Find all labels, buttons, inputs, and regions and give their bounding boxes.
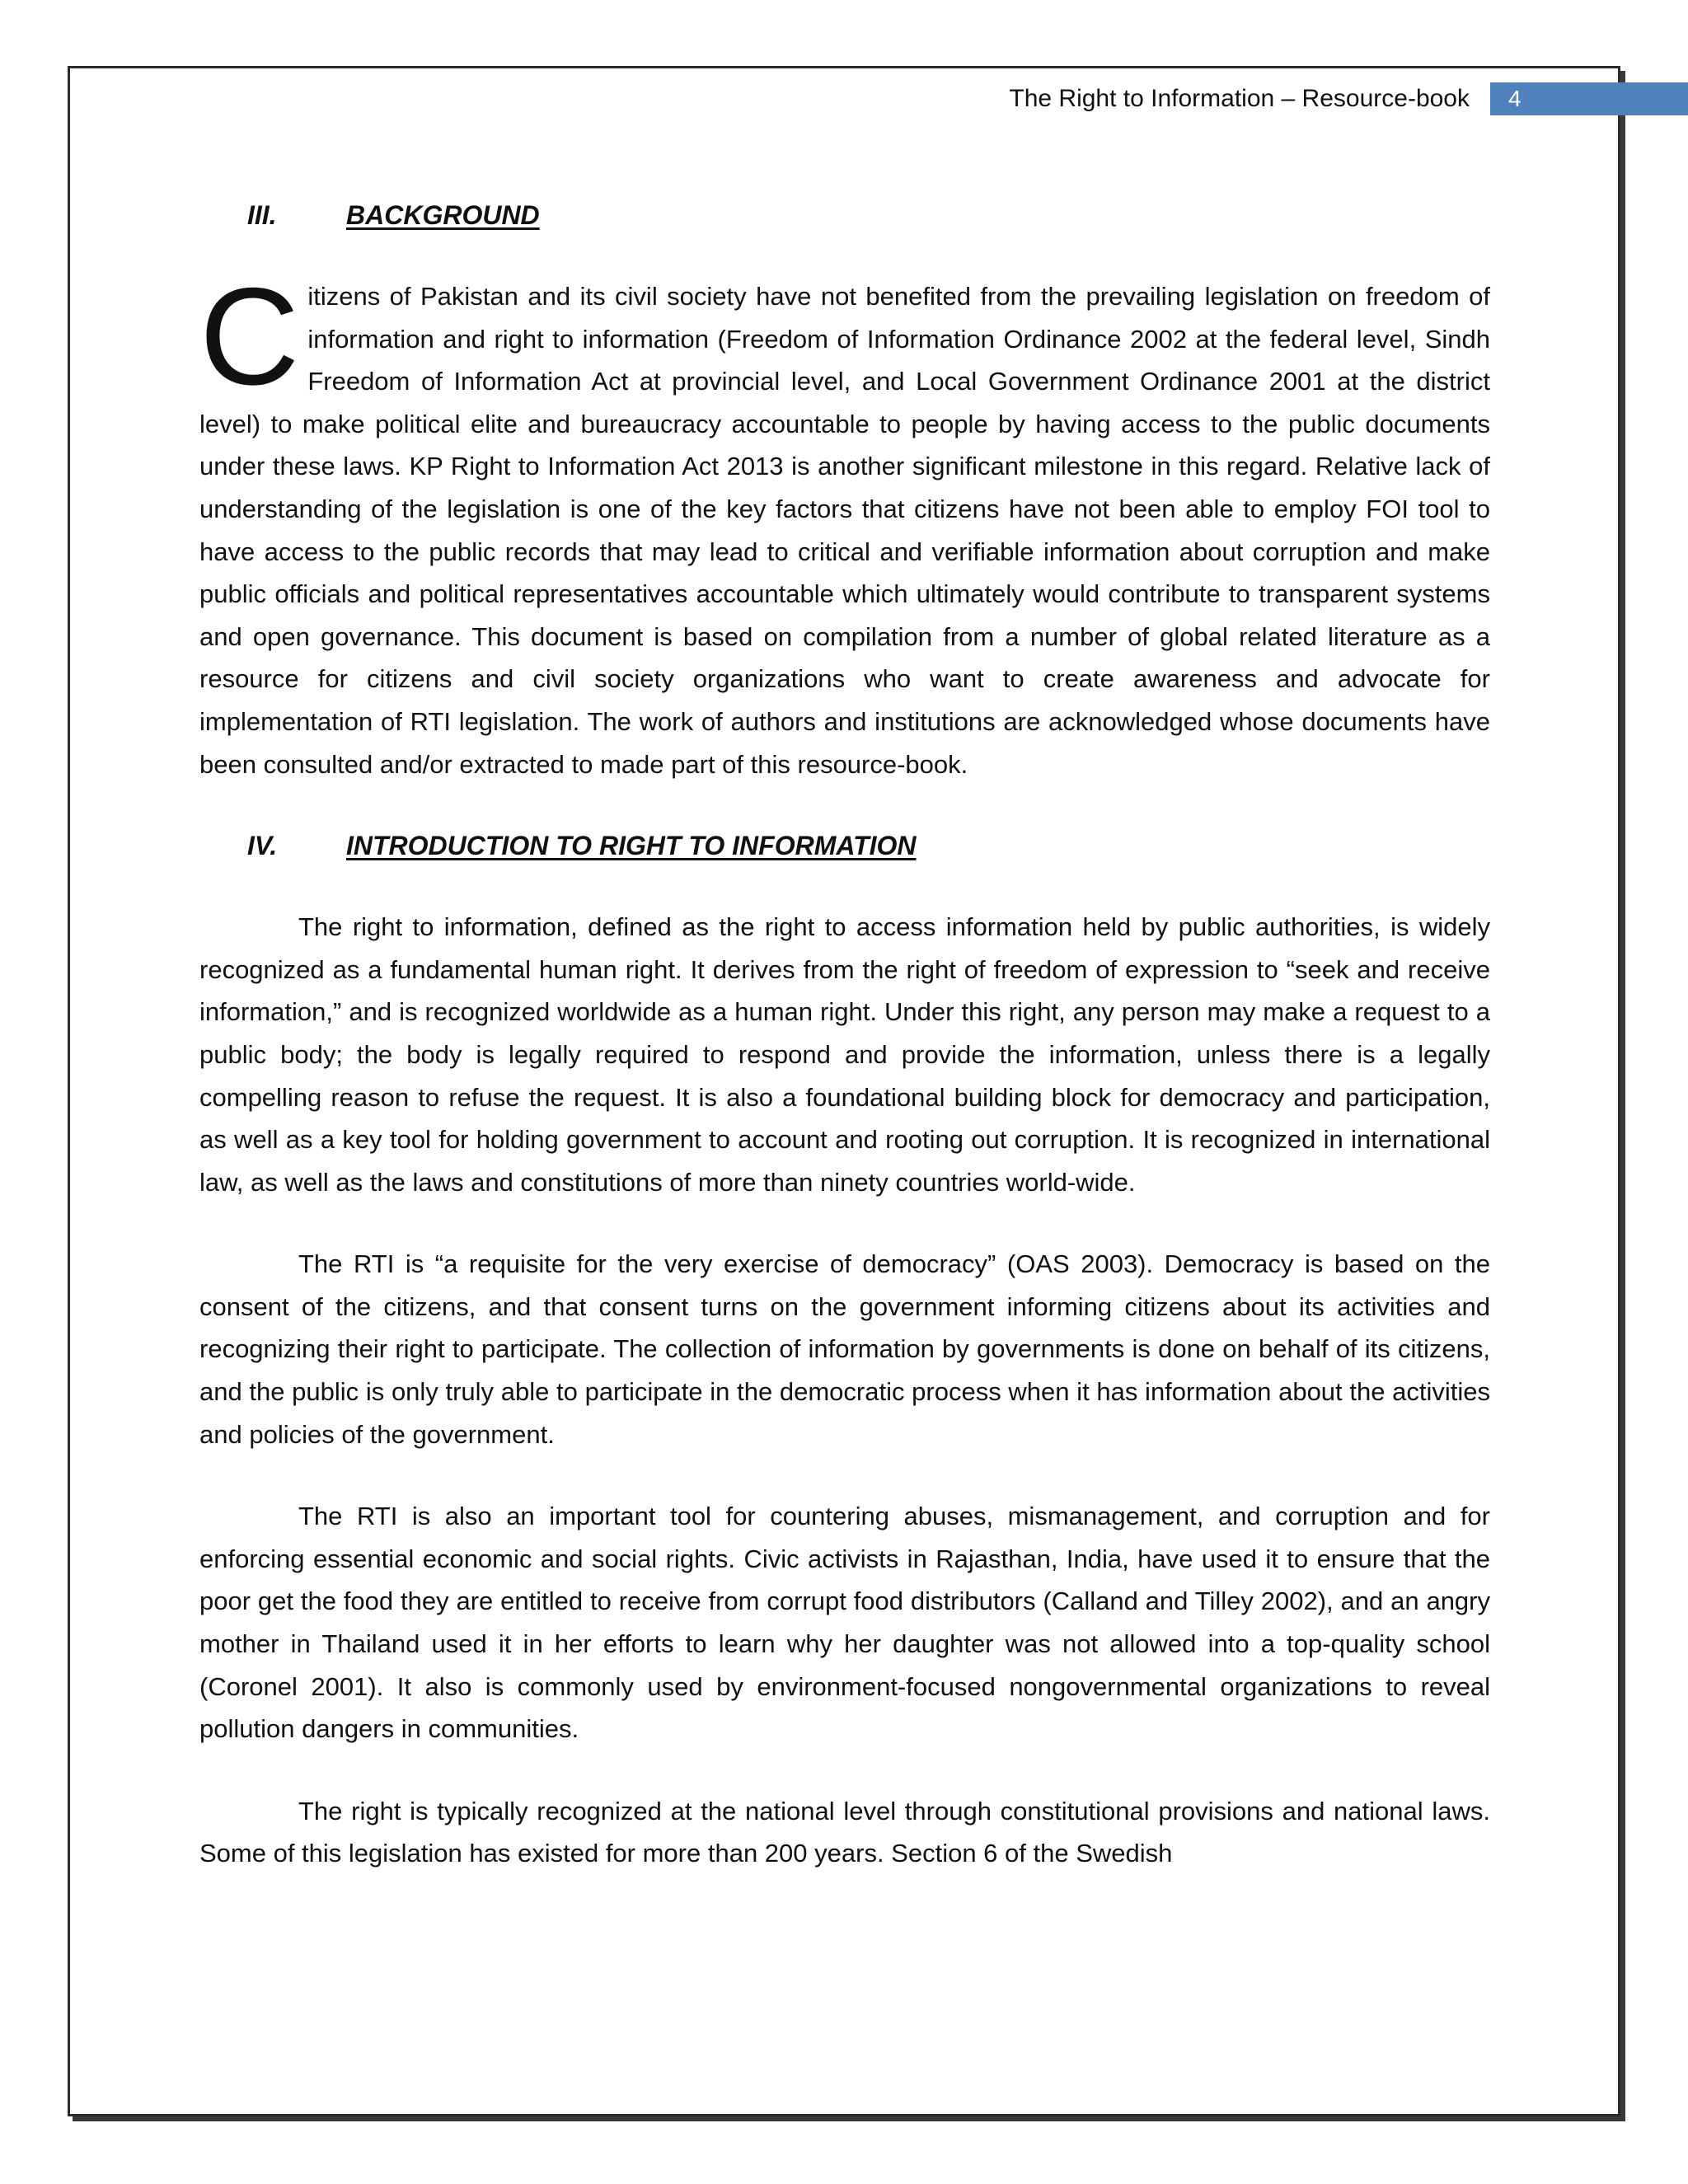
- section-number: III.: [247, 200, 277, 230]
- section-number: IV.: [247, 831, 278, 861]
- intro-paragraph-1: The right to information, defined as the right to access information held by public authorities, is widely recognized as a fundamental human right. It derives from the right of freedom of expression to “seek and receive information,” and is recognized worldwide as a human right. Under this right, any person may make a request to a public body; the body is legally required to respond and provide the information, unless there is a legally compelling reason to refuse the request. It is also a foundational building block for democracy and participation, as well as a key tool for holding government to account and rooting out corruption. It is recognized in international law, as well as the laws and constitutions of more than ninety countries world-wide.: [199, 912, 1490, 1197]
- intro-paragraph-3: The RTI is also an important tool for countering abuses, mismanagement, and corruption and for enforcing essential economic and social rights. Civic activists in Rajasthan, India, have used it to ensure that the poor get the food they are entitled to receive from corrupt food distributors (Calland and Tilley 2002), and an angry mother in Thailand used it in her efforts to learn why her daughter was not allowed into a top-quality school (Coronel 2001). It also is commonly used by environment-focused nongovernmental organizations to reveal pollution dangers in communities.: [199, 1502, 1490, 1744]
- running-header-title: The Right to Information – Resource-book: [1009, 85, 1470, 112]
- section-heading-background: [199, 194, 1490, 244]
- section-title: INTRODUCTION TO RIGHT TO INFORMATION: [346, 831, 917, 861]
- page-number: 4: [1508, 86, 1522, 111]
- background-text: itizens of Pakistan and its civil society have not benefited from the prevailing legislation on freedom of information and right to information (Freedom of Information Ordinance 2002 at the federal level, Sindh Freedom of Information Act at provincial level, and Local Government Ordinance 2001 at the district level) to make political elite and bureaucracy accountable to people by having access to the public documents under these laws. KP Right to Information Act 2013 is another significant milestone in this regard. Relative lack of understanding of the legislation is one of the key factors that citizens have not been able to employ FOI tool to have access to the public records that may lead to critical and verifiable information about corruption and make public officials and political representatives accountable which ultimately would contribute to transparent systems and open governance. This document is based on compilation from a number of global related literature as a resource for citizens and civil society organizations who want to create awareness and advocate for implementation of RTI legislation. The work of authors and institutions are acknowledged whose documents have been consulted and/or extracted to made part of this resource-book.: [199, 282, 1490, 779]
- page-content: [199, 194, 1490, 1875]
- background-paragraph: [199, 259, 1490, 785]
- intro-paragraph-2: The RTI is “a requisite for the very exercise of democracy” (OAS 2003). Democracy is based on the consent of the citizens, and that consent turns on the government informing citizens about its activities and recognizing their right to participate. The collection of information by governments is done on behalf of its citizens, and the public is only truly able to participate in the democratic process when it has information about the activities and policies of the government.: [199, 1249, 1490, 1449]
- intro-paragraph-4: The right is typically recognized at the national level through constitutional provisions and national laws. Some of this legislation has existed for more than 200 years. Section 6 of the Swedish: [199, 1796, 1490, 1868]
- section-heading-introduction: [199, 825, 1490, 874]
- section-title: BACKGROUND: [346, 200, 540, 230]
- drop-cap: C: [199, 259, 300, 414]
